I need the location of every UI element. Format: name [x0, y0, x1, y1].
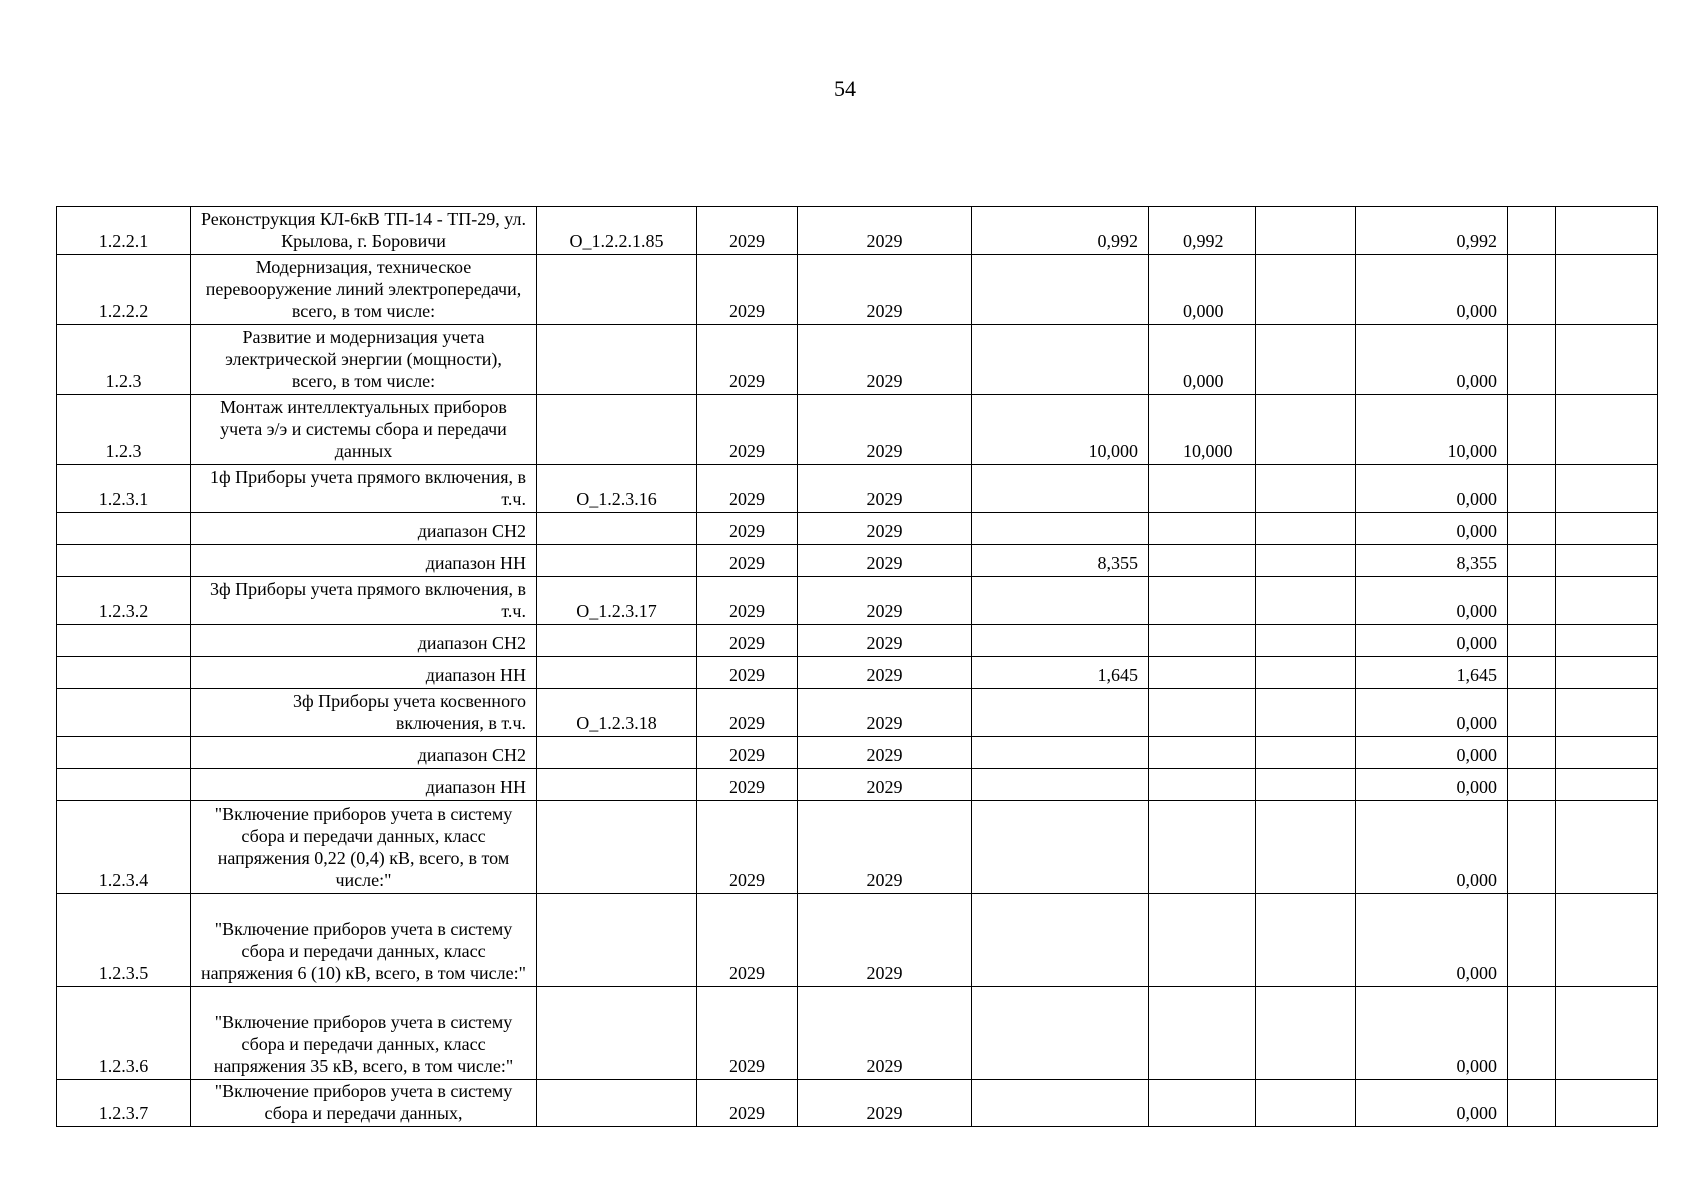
- row-value-6-cell: [1556, 545, 1658, 577]
- row-value-5-cell: [1508, 325, 1556, 395]
- investment-program-table: [56, 206, 1658, 1127]
- row-value-1-cell: [972, 577, 1149, 625]
- row-value-4-cell: 0,000: [1356, 255, 1508, 325]
- row-code-cell: [57, 689, 191, 737]
- row-value-5-cell: [1508, 207, 1556, 255]
- row-value-2-cell: [1149, 1080, 1256, 1127]
- row-value-5-cell: [1508, 769, 1556, 801]
- row-value-1-cell: [972, 1080, 1149, 1127]
- row-value-2-cell: [1149, 513, 1256, 545]
- row-name-cell: 3ф Приборы учета прямого включения, в т.ч.: [191, 577, 537, 625]
- row-value-1-cell: [972, 465, 1149, 513]
- row-value-4-cell: 0,000: [1356, 894, 1508, 987]
- row-code-cell: [57, 513, 191, 545]
- row-value-2-cell: [1149, 657, 1256, 689]
- row-value-1-cell: [972, 801, 1149, 894]
- row-end-year-cell: 2029: [798, 894, 972, 987]
- row-value-6-cell: [1556, 737, 1658, 769]
- row-start-year-cell: 2029: [697, 325, 798, 395]
- row-value-5-cell: [1508, 657, 1556, 689]
- row-value-3-cell: [1256, 894, 1356, 987]
- row-value-1-cell: 1,645: [972, 657, 1149, 689]
- row-start-year-cell: 2029: [697, 769, 798, 801]
- row-value-6-cell: [1556, 255, 1658, 325]
- row-code-cell: [57, 625, 191, 657]
- row-end-year-cell: 2029: [798, 657, 972, 689]
- row-value-3-cell: [1256, 395, 1356, 465]
- row-code-cell: 1.2.2.2: [57, 255, 191, 325]
- table-row: [57, 513, 1658, 545]
- row-start-year-cell: 2029: [697, 513, 798, 545]
- table-row: [57, 625, 1658, 657]
- row-end-year-cell: 2029: [798, 577, 972, 625]
- row-start-year-cell: 2029: [697, 801, 798, 894]
- row-value-2-cell: 0,992: [1149, 207, 1256, 255]
- row-value-1-cell: [972, 894, 1149, 987]
- row-value-4-cell: 0,000: [1356, 625, 1508, 657]
- row-value-2-cell: [1149, 689, 1256, 737]
- row-end-year-cell: 2029: [798, 465, 972, 513]
- row-value-4-cell: 0,992: [1356, 207, 1508, 255]
- row-value-3-cell: [1256, 625, 1356, 657]
- row-code-cell: 1.2.3.2: [57, 577, 191, 625]
- row-end-year-cell: 2029: [798, 625, 972, 657]
- row-id-cell: О_1.2.3.18: [537, 689, 697, 737]
- row-value-1-cell: [972, 325, 1149, 395]
- row-id-cell: [537, 545, 697, 577]
- row-value-1-cell: [972, 513, 1149, 545]
- row-value-6-cell: [1556, 801, 1658, 894]
- row-start-year-cell: 2029: [697, 737, 798, 769]
- row-id-cell: [537, 395, 697, 465]
- row-value-4-cell: 0,000: [1356, 325, 1508, 395]
- row-value-3-cell: [1256, 513, 1356, 545]
- row-value-4-cell: 1,645: [1356, 657, 1508, 689]
- row-id-cell: [537, 325, 697, 395]
- row-value-4-cell: 8,355: [1356, 545, 1508, 577]
- table-row: [57, 657, 1658, 689]
- row-name-cell: Модернизация, техническое перевооружение линий электропередачи, всего, в том числе:: [191, 255, 537, 325]
- row-name-cell: диапазон СН2: [191, 625, 537, 657]
- row-value-1-cell: 8,355: [972, 545, 1149, 577]
- row-start-year-cell: 2029: [697, 657, 798, 689]
- table-body: [57, 207, 1658, 1127]
- row-id-cell: [537, 987, 697, 1080]
- row-value-6-cell: [1556, 689, 1658, 737]
- row-value-5-cell: [1508, 801, 1556, 894]
- row-name-cell: диапазон НН: [191, 769, 537, 801]
- row-name-cell: Монтаж интеллектуальных приборов учета э/э и системы сбора и передачи данных: [191, 395, 537, 465]
- row-end-year-cell: 2029: [798, 395, 972, 465]
- table-row: [57, 769, 1658, 801]
- row-end-year-cell: 2029: [798, 545, 972, 577]
- row-value-5-cell: [1508, 689, 1556, 737]
- row-value-4-cell: 10,000: [1356, 395, 1508, 465]
- row-code-cell: 1.2.3.6: [57, 987, 191, 1080]
- row-value-6-cell: [1556, 513, 1658, 545]
- row-start-year-cell: 2029: [697, 465, 798, 513]
- row-value-1-cell: [972, 689, 1149, 737]
- row-value-1-cell: 10,000: [972, 395, 1149, 465]
- row-value-4-cell: 0,000: [1356, 737, 1508, 769]
- table-row: [57, 207, 1658, 255]
- row-id-cell: [537, 513, 697, 545]
- row-value-4-cell: 0,000: [1356, 689, 1508, 737]
- row-value-4-cell: 0,000: [1356, 987, 1508, 1080]
- row-value-2-cell: [1149, 465, 1256, 513]
- row-value-5-cell: [1508, 577, 1556, 625]
- row-value-2-cell: [1149, 545, 1256, 577]
- row-name-cell: 1ф Приборы учета прямого включения, в т.ч.: [191, 465, 537, 513]
- row-value-1-cell: 0,992: [972, 207, 1149, 255]
- row-id-cell: [537, 255, 697, 325]
- row-start-year-cell: 2029: [697, 625, 798, 657]
- row-code-cell: 1.2.3.5: [57, 894, 191, 987]
- row-value-6-cell: [1556, 577, 1658, 625]
- row-code-cell: [57, 545, 191, 577]
- row-value-4-cell: 0,000: [1356, 465, 1508, 513]
- page-number: 54: [834, 76, 856, 101]
- row-value-1-cell: [972, 737, 1149, 769]
- table-row: [57, 1080, 1658, 1127]
- row-value-6-cell: [1556, 207, 1658, 255]
- table-row: [57, 255, 1658, 325]
- row-name-cell: "Включение приборов учета в систему сбора и передачи данных, класс напряжения 6 (10) кВ, всего, в том числе:": [191, 894, 537, 987]
- row-end-year-cell: 2029: [798, 325, 972, 395]
- row-value-2-cell: [1149, 894, 1256, 987]
- row-name-cell: "Включение приборов учета в систему сбора и передачи данных, класс напряжения 35 кВ, всего, в том числе:": [191, 987, 537, 1080]
- row-start-year-cell: 2029: [697, 255, 798, 325]
- table-row: [57, 577, 1658, 625]
- row-value-5-cell: [1508, 513, 1556, 545]
- row-value-3-cell: [1256, 545, 1356, 577]
- row-id-cell: [537, 769, 697, 801]
- row-code-cell: [57, 737, 191, 769]
- row-value-4-cell: 0,000: [1356, 769, 1508, 801]
- row-value-2-cell: [1149, 625, 1256, 657]
- row-value-6-cell: [1556, 894, 1658, 987]
- row-code-cell: 1.2.3.7: [57, 1080, 191, 1127]
- row-value-6-cell: [1556, 465, 1658, 513]
- row-name-cell: 3ф Приборы учета косвенного включения, в т.ч.: [191, 689, 537, 737]
- row-value-5-cell: [1508, 1080, 1556, 1127]
- table-row: [57, 894, 1658, 987]
- row-value-2-cell: [1149, 577, 1256, 625]
- row-value-4-cell: 0,000: [1356, 801, 1508, 894]
- row-value-5-cell: [1508, 987, 1556, 1080]
- row-value-6-cell: [1556, 625, 1658, 657]
- row-value-5-cell: [1508, 465, 1556, 513]
- row-end-year-cell: 2029: [798, 1080, 972, 1127]
- row-value-5-cell: [1508, 737, 1556, 769]
- row-value-3-cell: [1256, 801, 1356, 894]
- table-row: [57, 395, 1658, 465]
- row-value-2-cell: [1149, 769, 1256, 801]
- row-value-3-cell: [1256, 1080, 1356, 1127]
- row-code-cell: [57, 657, 191, 689]
- table-row: [57, 545, 1658, 577]
- table-row: [57, 465, 1658, 513]
- row-value-1-cell: [972, 769, 1149, 801]
- row-start-year-cell: 2029: [697, 894, 798, 987]
- row-value-5-cell: [1508, 395, 1556, 465]
- row-value-5-cell: [1508, 625, 1556, 657]
- row-id-cell: [537, 894, 697, 987]
- row-value-3-cell: [1256, 737, 1356, 769]
- table-row: [57, 325, 1658, 395]
- row-end-year-cell: 2029: [798, 207, 972, 255]
- row-id-cell: О_1.2.3.16: [537, 465, 697, 513]
- row-value-5-cell: [1508, 255, 1556, 325]
- row-value-6-cell: [1556, 325, 1658, 395]
- row-value-3-cell: [1256, 325, 1356, 395]
- row-value-3-cell: [1256, 769, 1356, 801]
- row-name-cell: диапазон НН: [191, 545, 537, 577]
- row-start-year-cell: 2029: [697, 987, 798, 1080]
- row-value-1-cell: [972, 625, 1149, 657]
- row-name-cell: диапазон НН: [191, 657, 537, 689]
- row-value-6-cell: [1556, 769, 1658, 801]
- row-end-year-cell: 2029: [798, 255, 972, 325]
- table-row: [57, 987, 1658, 1080]
- row-end-year-cell: 2029: [798, 801, 972, 894]
- row-id-cell: [537, 625, 697, 657]
- row-id-cell: О_1.2.3.17: [537, 577, 697, 625]
- table-row: [57, 689, 1658, 737]
- row-code-cell: 1.2.3.1: [57, 465, 191, 513]
- row-value-3-cell: [1256, 207, 1356, 255]
- row-name-cell: диапазон СН2: [191, 513, 537, 545]
- row-start-year-cell: 2029: [697, 207, 798, 255]
- row-end-year-cell: 2029: [798, 987, 972, 1080]
- row-value-3-cell: [1256, 689, 1356, 737]
- row-name-cell: "Включение приборов учета в систему сбора и передачи данных, класс напряжения 0,22 (0,4) кВ, всего, в том числе:": [191, 801, 537, 894]
- row-code-cell: 1.2.3: [57, 395, 191, 465]
- row-value-6-cell: [1556, 657, 1658, 689]
- row-value-6-cell: [1556, 395, 1658, 465]
- row-code-cell: 1.2.3: [57, 325, 191, 395]
- row-value-2-cell: 10,000: [1149, 395, 1256, 465]
- row-name-cell: Развитие и модернизация учета электрической энергии (мощности), всего, в том числе:: [191, 325, 537, 395]
- row-value-2-cell: [1149, 737, 1256, 769]
- row-value-3-cell: [1256, 657, 1356, 689]
- row-start-year-cell: 2029: [697, 689, 798, 737]
- row-name-cell: "Включение приборов учета в систему сбора и передачи данных,: [191, 1080, 537, 1127]
- row-value-2-cell: 0,000: [1149, 325, 1256, 395]
- row-value-6-cell: [1556, 1080, 1658, 1127]
- row-value-4-cell: 0,000: [1356, 1080, 1508, 1127]
- row-value-3-cell: [1256, 577, 1356, 625]
- row-end-year-cell: 2029: [798, 689, 972, 737]
- row-start-year-cell: 2029: [697, 545, 798, 577]
- row-value-2-cell: [1149, 801, 1256, 894]
- row-id-cell: [537, 801, 697, 894]
- row-id-cell: [537, 657, 697, 689]
- row-value-5-cell: [1508, 894, 1556, 987]
- row-name-cell: Реконструкция КЛ-6кВ ТП-14 - ТП-29, ул. Крылова, г. Боровичи: [191, 207, 537, 255]
- table-row: [57, 737, 1658, 769]
- row-id-cell: [537, 1080, 697, 1127]
- row-start-year-cell: 2029: [697, 1080, 798, 1127]
- row-code-cell: 1.2.2.1: [57, 207, 191, 255]
- row-value-2-cell: [1149, 987, 1256, 1080]
- row-start-year-cell: 2029: [697, 577, 798, 625]
- row-value-4-cell: 0,000: [1356, 513, 1508, 545]
- row-value-3-cell: [1256, 255, 1356, 325]
- row-value-2-cell: 0,000: [1149, 255, 1256, 325]
- row-value-3-cell: [1256, 987, 1356, 1080]
- row-value-1-cell: [972, 255, 1149, 325]
- row-name-cell: диапазон СН2: [191, 737, 537, 769]
- row-code-cell: [57, 769, 191, 801]
- row-id-cell: [537, 737, 697, 769]
- row-value-3-cell: [1256, 465, 1356, 513]
- row-code-cell: 1.2.3.4: [57, 801, 191, 894]
- row-id-cell: О_1.2.2.1.85: [537, 207, 697, 255]
- row-start-year-cell: 2029: [697, 395, 798, 465]
- row-end-year-cell: 2029: [798, 769, 972, 801]
- row-end-year-cell: 2029: [798, 737, 972, 769]
- row-value-6-cell: [1556, 987, 1658, 1080]
- table-row: [57, 801, 1658, 894]
- row-value-1-cell: [972, 987, 1149, 1080]
- row-value-4-cell: 0,000: [1356, 577, 1508, 625]
- row-end-year-cell: 2029: [798, 513, 972, 545]
- row-value-5-cell: [1508, 545, 1556, 577]
